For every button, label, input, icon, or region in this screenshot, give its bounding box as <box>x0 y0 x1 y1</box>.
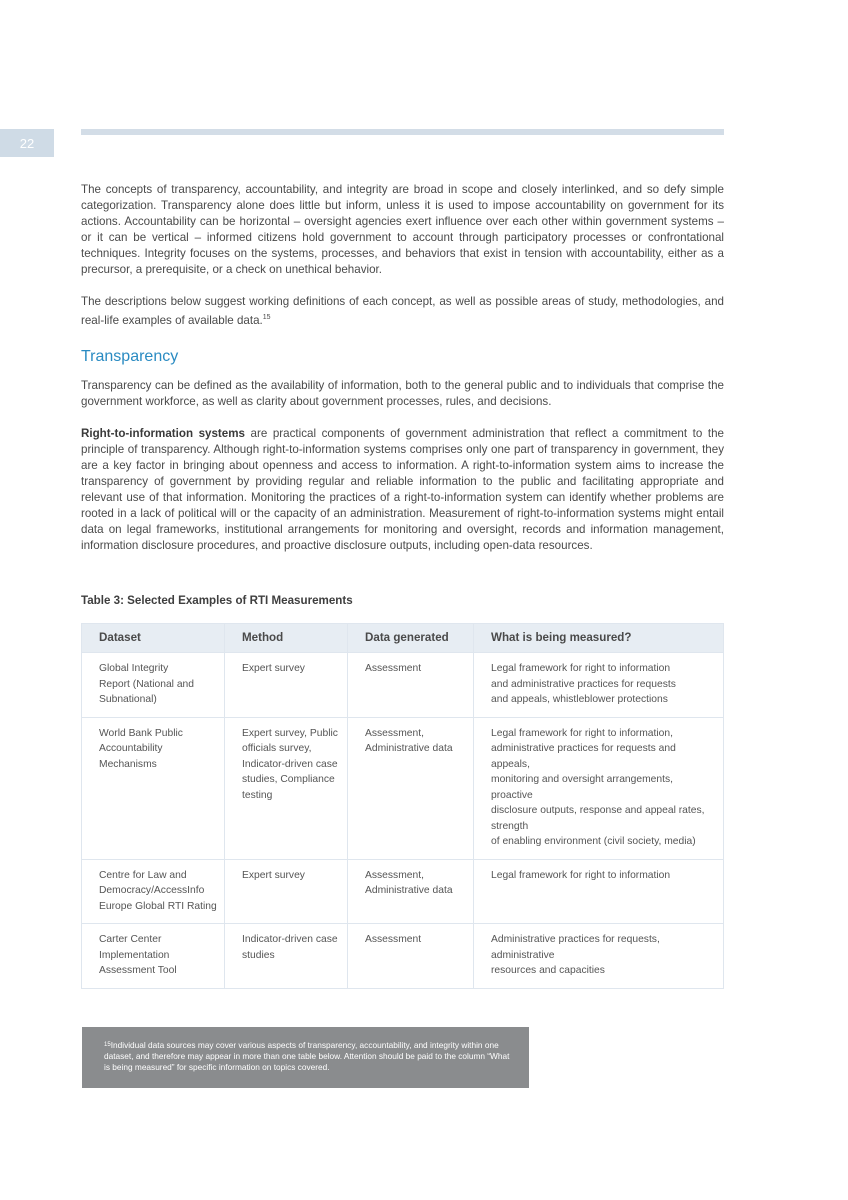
cell-dataset <box>82 924 225 989</box>
header-data-generated: Data generated <box>348 624 474 653</box>
cell-line: Administrative practices for requests, administrative <box>491 934 660 961</box>
rti-paragraph <box>81 426 724 554</box>
cell-line: testing <box>242 789 273 801</box>
cell-what-measured <box>474 924 724 989</box>
cell-what-measured <box>474 717 724 859</box>
cell-method <box>225 924 348 989</box>
cell-line: Assessment <box>365 663 422 674</box>
footnote-text: Individual data sources may cover various aspects of transparency, accountability, and integrity within one dataset, and therefore may appear in more than one table below. Attention should be paid to the column “What is being measured” for specific information on topics covered. <box>104 1040 510 1072</box>
cell-line: Legal framework for right to information <box>491 663 671 674</box>
cell-line: Administrative data <box>365 743 453 754</box>
cell-line: Indicator-driven case <box>242 934 338 945</box>
header-method: Method <box>225 624 348 653</box>
page-number: 22 <box>0 129 54 157</box>
header-rule <box>81 129 724 135</box>
rti-measurements-table <box>81 623 724 989</box>
table-header-row <box>82 624 724 653</box>
cell-data-generated <box>348 859 474 924</box>
rti-bold-term: Right-to-information systems <box>81 426 245 440</box>
cell-dataset <box>82 859 225 924</box>
footnote-box <box>82 1027 529 1088</box>
table-row <box>82 717 724 859</box>
cell-method <box>225 859 348 924</box>
cell-line: Implementation <box>99 949 170 961</box>
transparency-definition: Transparency can be defined as the availability of information, both to the general public and to individuals that comprise the government workforce, as well as clarity about government processes, rules, and decisions. <box>81 378 724 408</box>
cell-line: monitoring and oversight arrangements, proactive <box>491 774 674 801</box>
cell-line: Assessment Tool <box>99 965 177 976</box>
intro-paragraph-2-text: The descriptions below suggest working definitions of each concept, as well as possible areas of study, methodologies, and real-life examples of available data. <box>81 295 724 327</box>
cell-line: Expert survey <box>242 663 305 674</box>
table-row <box>82 924 724 989</box>
section-heading-transparency: Transparency <box>81 347 179 365</box>
header-what-measured: What is being measured? <box>474 624 724 653</box>
cell-line: of enabling environment (civil society, media) <box>491 836 696 847</box>
cell-line: Mechanisms <box>99 758 157 770</box>
cell-line: Democracy/AccessInfo <box>99 885 205 896</box>
cell-line: Expert survey, Public <box>242 727 338 739</box>
table-row <box>82 859 724 924</box>
cell-data-generated <box>348 924 474 989</box>
cell-line: Assessment, <box>365 727 424 739</box>
cell-line: World Bank Public <box>99 727 183 739</box>
cell-line: Subnational) <box>99 694 157 705</box>
cell-line: studies <box>242 949 275 961</box>
cell-line: Accountability <box>99 743 163 754</box>
footnote-reference[interactable]: 15 <box>262 314 271 321</box>
cell-line: Carter Center <box>99 934 162 945</box>
cell-line: administrative practices for requests and appeals, <box>491 743 676 770</box>
intro-paragraph-2 <box>81 294 724 329</box>
cell-data-generated <box>348 717 474 859</box>
cell-line: Assessment, <box>365 869 424 881</box>
cell-line: and administrative practices for requests <box>491 678 676 690</box>
cell-line: and appeals, whistleblower protections <box>491 694 668 705</box>
body-text <box>81 182 724 554</box>
cell-line: Legal framework for right to information <box>491 869 671 881</box>
cell-method <box>225 653 348 718</box>
cell-data-generated <box>348 653 474 718</box>
table-row <box>82 653 724 718</box>
cell-line: Legal framework for right to information, <box>491 727 673 739</box>
cell-line: studies, Compliance <box>242 774 335 785</box>
table-body <box>82 653 724 989</box>
cell-line: Expert survey <box>242 869 305 881</box>
cell-what-measured <box>474 653 724 718</box>
cell-method <box>225 717 348 859</box>
cell-line: Centre for Law and <box>99 869 187 881</box>
footnote-marker: 15 <box>104 1042 111 1048</box>
cell-dataset <box>82 717 225 859</box>
intro-paragraph-1: The concepts of transparency, accountability, and integrity are broad in scope and closely interlinked, and so defy simple categorization. Transparency alone does little but inform, unless it is used to impose accountability on government for its actions. Accountability can be horizontal – oversight agencies exert influence over each other within government systems – or it can be vertical – informed citizens hold government to account through participatory processes or confrontational techniques. Integrity focuses on the systems, processes, and behaviors that exist in tension with accountability, either as a precursor, a prerequisite, or a check on unethical behavior. <box>81 183 724 276</box>
cell-line: disclosure outputs, response and appeal rates, strength <box>491 805 705 832</box>
header-dataset: Dataset <box>82 624 225 653</box>
cell-what-measured <box>474 859 724 924</box>
cell-line: Assessment <box>365 934 422 945</box>
cell-line: officials survey, <box>242 743 312 754</box>
table-title: Table 3: Selected Examples of RTI Measurements <box>81 594 353 607</box>
rti-paragraph-text: are practical components of government administration that reflect a commitment to the principle of transparency. Although right-to-information systems comprises only one part of transparency in government, they are a key factor in bringing about openness and access to information. A right-to-information system aims to increase the transparency of government by providing regular and reliable information to the public and facilitating appropriate and relevant use of that information. Monitoring the practices of a right-to-information system can identify whether problems are rooted in a lack of political will or the capacity of an administration. Measurement of right-to-information systems might entail data on legal frameworks, institutional arrangements for monitoring and oversight, records and information management, information disclosure procedures, and proactive disclosure outputs, including open-data resources. <box>81 426 724 552</box>
cell-line: Global Integrity <box>99 663 169 674</box>
cell-line: resources and capacities <box>491 965 605 976</box>
cell-line: Europe Global RTI Rating <box>99 900 217 912</box>
cell-line: Indicator-driven case <box>242 758 338 770</box>
cell-line: Administrative data <box>365 885 453 896</box>
cell-dataset <box>82 653 225 718</box>
cell-line: Report (National and <box>99 678 195 690</box>
